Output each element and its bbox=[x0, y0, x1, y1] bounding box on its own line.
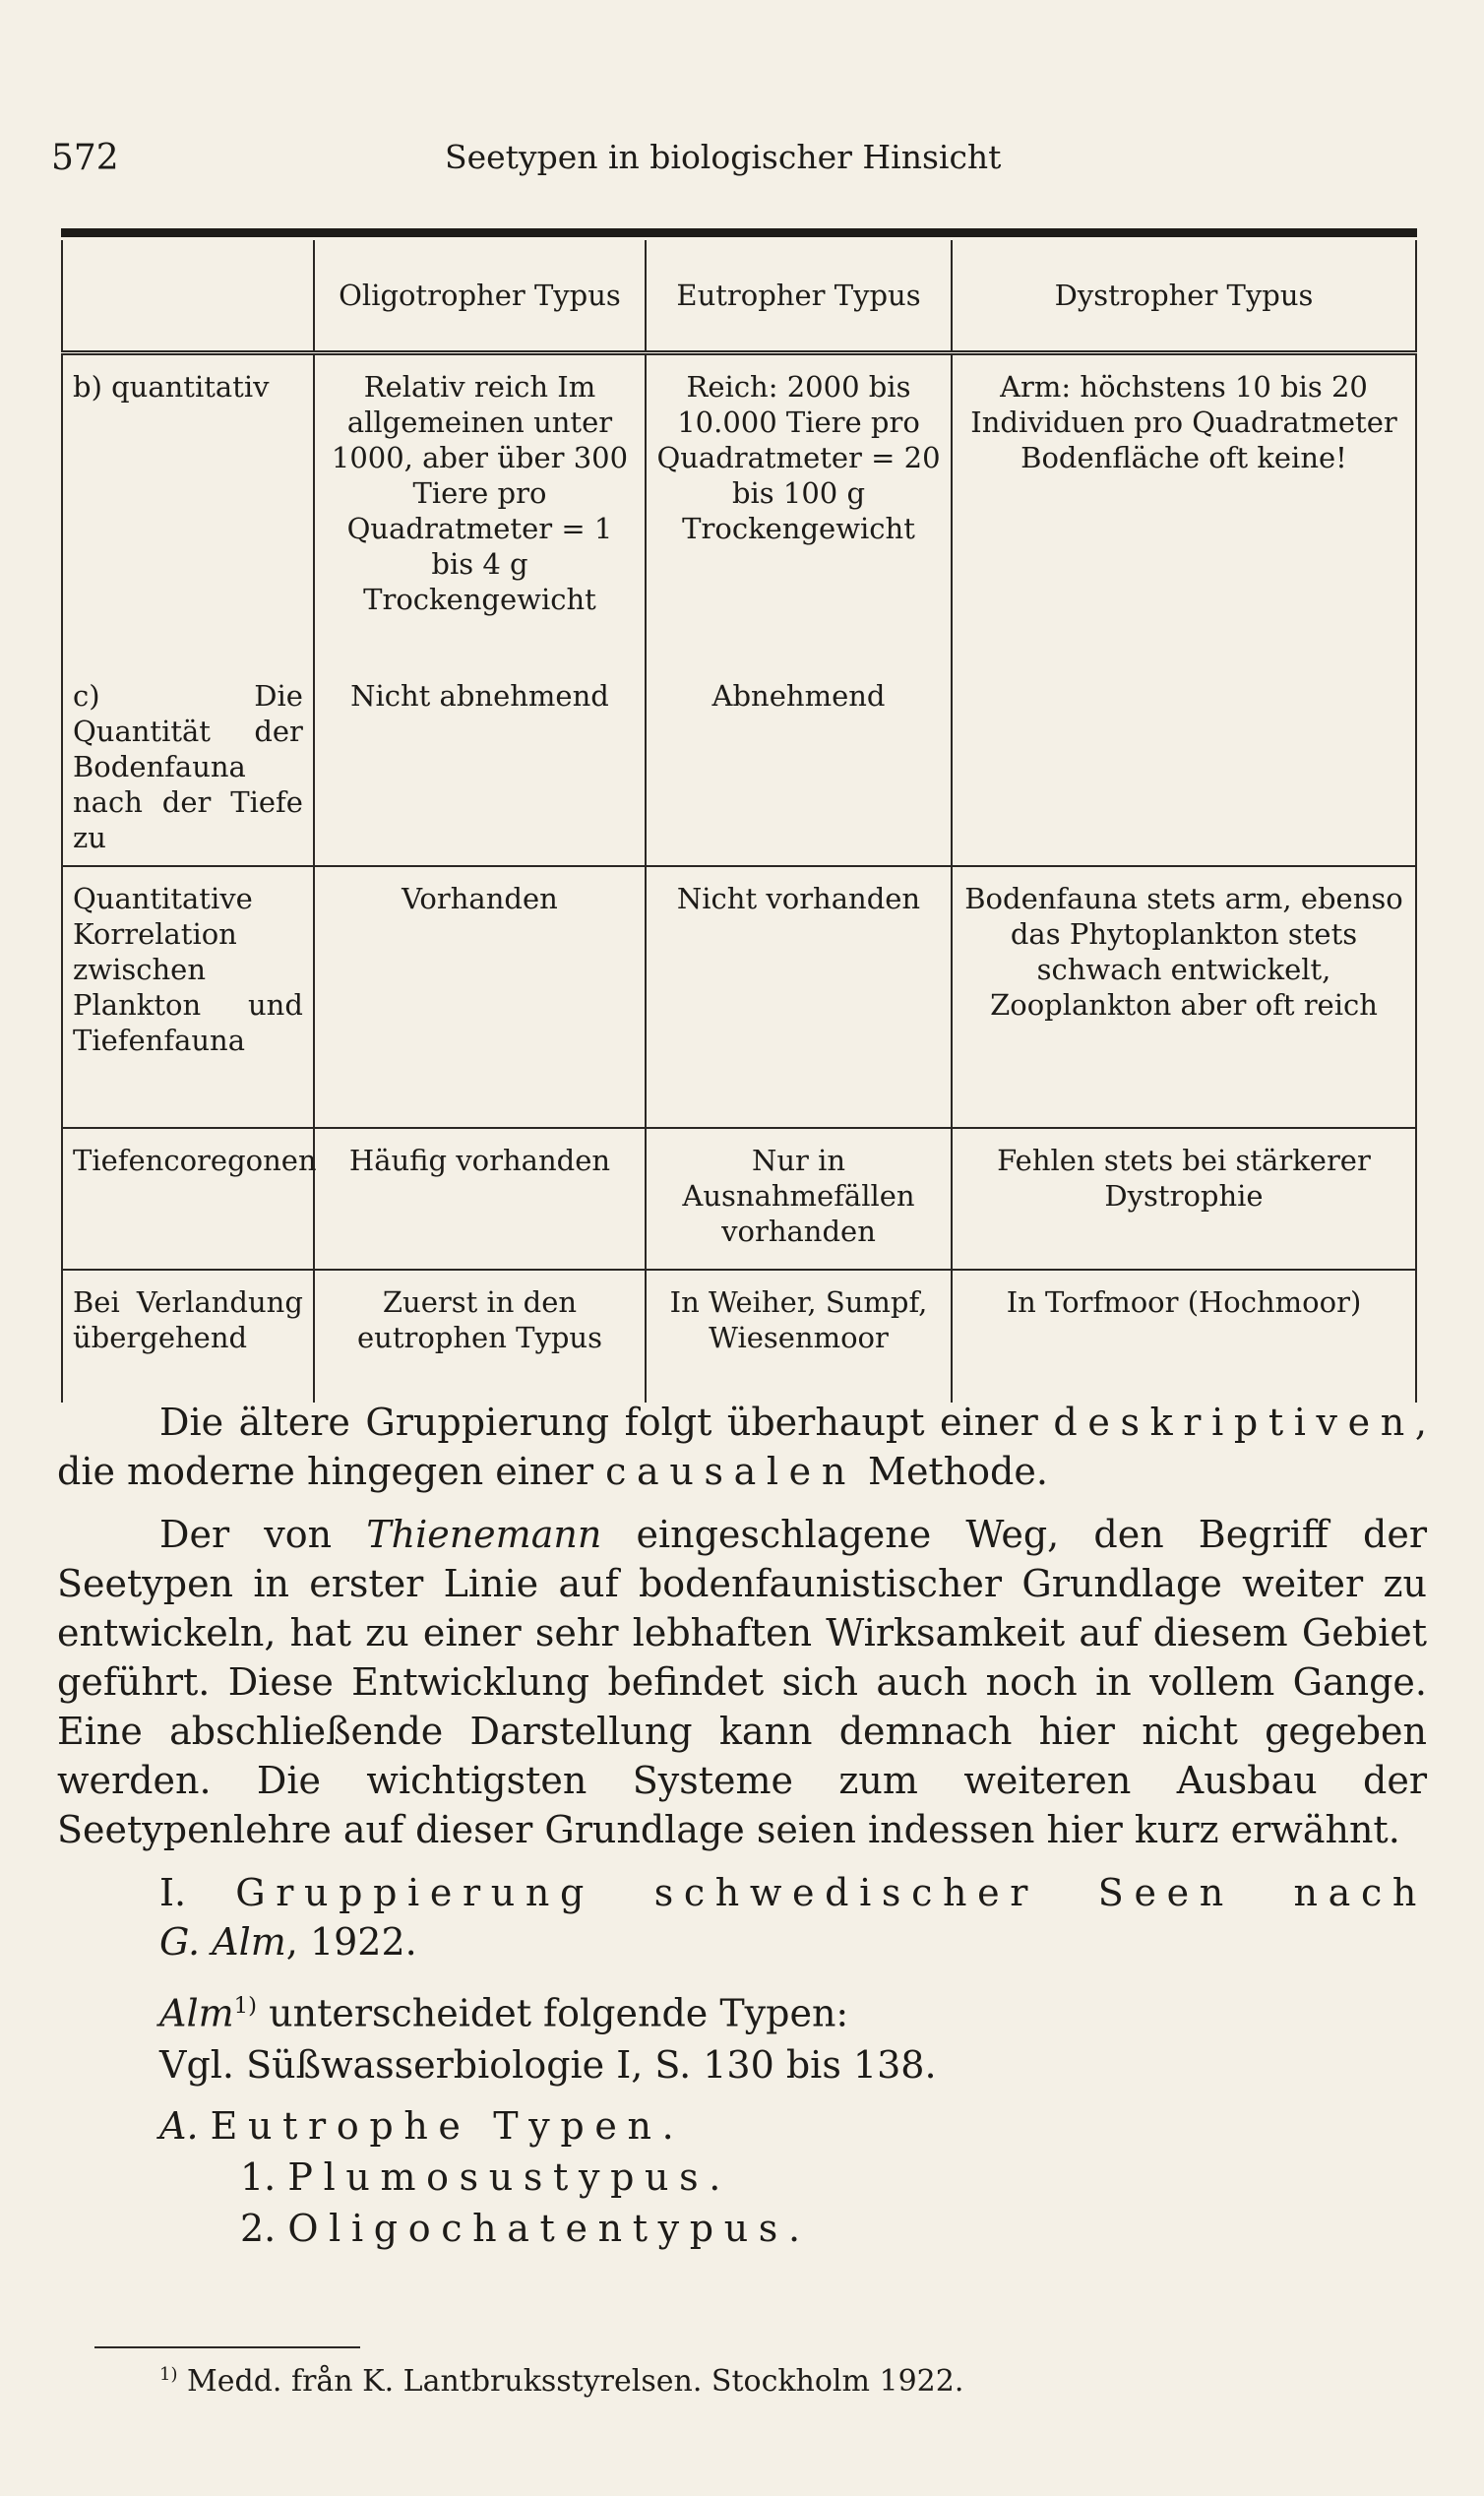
group-letter: A. bbox=[159, 2103, 199, 2148]
author-thienemann: Thienemann bbox=[366, 1513, 602, 1556]
cell-dystroph bbox=[952, 664, 1416, 866]
cell-dystroph: Arm: höchstens 10 bis 20 Individuen pro Quadratmeter Bodenfläche oft keine! bbox=[952, 353, 1416, 665]
table-row bbox=[62, 1128, 1416, 1270]
section-author: G. Alm bbox=[159, 1920, 286, 1964]
text-run: , die moderne hingegen einer bbox=[57, 1401, 1427, 1493]
cell-eutroph: Nicht vorhanden bbox=[646, 866, 952, 1128]
section-number: I. bbox=[159, 1871, 187, 1914]
page-header bbox=[51, 138, 1429, 197]
cell-eutroph: Nur in Ausnahmefällen vorhanden bbox=[646, 1128, 952, 1270]
reference-line: Vgl. Süßwasserbiologie I, S. 130 bis 138. bbox=[159, 2042, 937, 2087]
cell-dystroph: Fehlen stets bei stärkerer Dystrophie bbox=[952, 1128, 1416, 1270]
paragraph-thienemann bbox=[57, 1510, 1427, 1854]
footnote-text: Medd. från K. Lantbruksstyrelsen. Stockholm 1922. bbox=[177, 2364, 964, 2399]
group-title: Eutrophe Typen. bbox=[210, 2103, 685, 2148]
header-cell-eutroph: Eutropher Typus bbox=[646, 240, 952, 353]
row-label: Bei Verlandung übergehend bbox=[62, 1270, 314, 1403]
table-top-rule bbox=[61, 228, 1417, 237]
footnote-ref: 1) bbox=[233, 1993, 258, 2019]
text-run: unterscheidet folgende Typen: bbox=[257, 1991, 849, 2035]
cell-dystroph: Bodenfauna stets arm, ebenso das Phytoplankton stets schwach entwickelt, Zooplankton aber oft reich bbox=[952, 866, 1416, 1128]
text-run: Der von bbox=[159, 1513, 333, 1556]
author-alm: Alm bbox=[159, 1991, 234, 2035]
list-text: Plumosustypus. bbox=[287, 2154, 732, 2199]
section-year: , 1922. bbox=[285, 1920, 417, 1964]
table-row bbox=[62, 866, 1416, 1128]
section-heading bbox=[57, 1868, 1427, 1917]
header-cell-dystroph: Dystropher Typus bbox=[952, 240, 1416, 353]
row-label: Quantitative Korrelation zwischen Plankton und Tiefenfauna bbox=[62, 866, 314, 1128]
footnote-rule bbox=[94, 2346, 360, 2348]
table-row bbox=[62, 353, 1416, 665]
alm-intro bbox=[57, 1980, 1427, 2039]
table-header-row bbox=[62, 240, 1416, 353]
table-row bbox=[62, 664, 1416, 866]
body-text bbox=[57, 1398, 1427, 2254]
list-text: Oligochatentypus. bbox=[287, 2206, 811, 2250]
running-title: Seetypen in biologischer Hinsicht bbox=[445, 138, 1002, 176]
cell-dystroph: In Torfmoor (Hochmoor) bbox=[952, 1270, 1416, 1403]
cell-oligotroph: Zuerst in den eutrophen Typus bbox=[314, 1270, 646, 1403]
group-heading-a bbox=[57, 2100, 1427, 2152]
cell-eutroph: Reich: 2000 bis 10.000 Tiere pro Quadratmeter = 20 bis 100 g Trockengewicht bbox=[646, 353, 952, 665]
header-cell-empty bbox=[62, 240, 314, 353]
footnote-marker: 1) bbox=[159, 2364, 178, 2385]
section-alm bbox=[57, 1868, 1427, 2254]
row-label: b) quantitativ bbox=[62, 353, 314, 665]
spaced-term-causal: causalen bbox=[605, 1450, 856, 1493]
cell-oligotroph: Vorhanden bbox=[314, 866, 646, 1128]
cell-oligotroph: Nicht abnehmend bbox=[314, 664, 646, 866]
section-subheading bbox=[57, 1917, 1427, 1966]
cell-oligotroph: Häufig vorhanden bbox=[314, 1128, 646, 1270]
list-number: 1. bbox=[240, 2154, 277, 2199]
text-run: eingeschlagene Weg, den Begriff der Seetypen in erster Linie auf bodenfaunistischer Grundlage weiter zu entwickeln, hat zu einer sehr lebhaften Wirksamkeit auf diesem Gebiet geführt. Diese Entwicklung befindet sich auch noch in vollem Gange. Eine abschließende Darstellung kann demnach hier nicht gegeben werden. Die wichtigsten Systeme zum weiteren Ausbau der Seetypenlehre auf dieser Grundlage seien indessen hier kurz erwähnt. bbox=[57, 1513, 1427, 1851]
cell-eutroph: Abnehmend bbox=[646, 664, 952, 866]
row-label: c) Die Quantität der Bodenfauna nach der Tiefe zu bbox=[62, 664, 314, 866]
cell-oligotroph: Relativ reich Im allgemeinen unter 1000, aber über 300 Tiere pro Quadratmeter = 1 bis 4 g Trockengewicht bbox=[314, 353, 646, 665]
footnote bbox=[159, 2364, 963, 2399]
spaced-term-descriptive: deskriptiven bbox=[1053, 1401, 1415, 1444]
paragraph-grouping bbox=[57, 1398, 1427, 1496]
lake-types-table bbox=[61, 228, 1417, 1403]
page-number: 572 bbox=[51, 138, 119, 178]
table-row bbox=[62, 1270, 1416, 1403]
list-number: 2. bbox=[240, 2206, 277, 2250]
row-label: Tiefencoregonen bbox=[62, 1128, 314, 1270]
section-title: Gruppierung schwedischer Seen nach bbox=[235, 1871, 1427, 1914]
list-item bbox=[57, 2203, 1427, 2254]
header-cell-oligotroph: Oligotropher Typus bbox=[314, 240, 646, 353]
cell-eutroph: In Weiher, Sumpf, Wiesenmoor bbox=[646, 1270, 952, 1403]
text-run: Methode. bbox=[868, 1450, 1048, 1493]
list-item bbox=[57, 2152, 1427, 2203]
text-run: Die ältere Gruppierung folgt überhaupt einer bbox=[159, 1401, 1038, 1444]
